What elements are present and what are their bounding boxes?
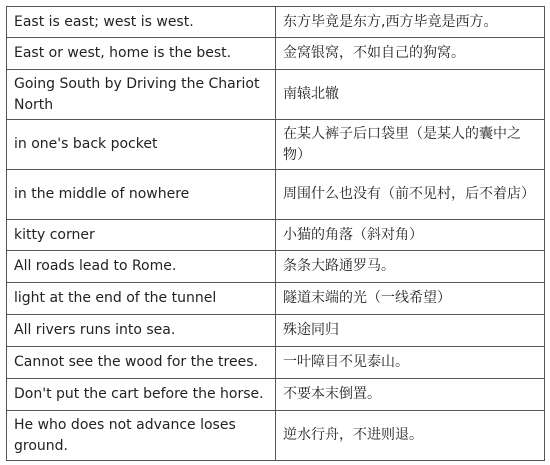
chinese-cell: 不要本末倒置。 [276,379,545,411]
chinese-cell: 金窝银窝，不如自己的狗窝。 [276,38,545,70]
chinese-cell: 条条大路通罗马。 [276,251,545,283]
chinese-cell: 东方毕竟是东方,西方毕竟是西方。 [276,7,545,38]
chinese-cell: 在某人裤子后口袋里（是某人的囊中之物） [276,120,545,170]
chinese-cell: 殊途同归 [276,315,545,347]
english-cell: Don't put the cart before the horse. [7,379,276,411]
table-row [7,38,545,70]
table-row [7,7,545,38]
table-row [7,411,545,461]
english-cell: kitty corner [7,220,276,251]
english-cell: East is east; west is west. [7,7,276,38]
table-row [7,379,545,411]
chinese-cell: 一叶障目不见泰山。 [276,347,545,379]
english-cell: All rivers runs into sea. [7,315,276,347]
table-row [7,120,545,170]
chinese-cell: 逆水行舟，不进则退。 [276,411,545,461]
chinese-cell: 小猫的角落（斜对角） [276,220,545,251]
english-cell: He who does not advance loses ground. [7,411,276,461]
english-cell: Going South by Driving the Chariot North [7,70,276,120]
table-row [7,315,545,347]
english-cell: East or west, home is the best. [7,38,276,70]
english-cell: All roads lead to Rome. [7,251,276,283]
english-cell: in the middle of nowhere [7,170,276,220]
english-cell: in one's back pocket [7,120,276,170]
idiom-table [6,6,545,461]
table-row [7,347,545,379]
english-cell: light at the end of the tunnel [7,283,276,315]
table-row [7,70,545,120]
chinese-cell: 隧道末端的光（一线希望） [276,283,545,315]
table-row [7,283,545,315]
english-cell: Cannot see the wood for the trees. [7,347,276,379]
table-row [7,220,545,251]
table-row [7,170,545,220]
table-row [7,251,545,283]
chinese-cell: 周围什么也没有（前不见村，后不着店） [276,170,545,220]
chinese-cell: 南辕北辙 [276,70,545,120]
